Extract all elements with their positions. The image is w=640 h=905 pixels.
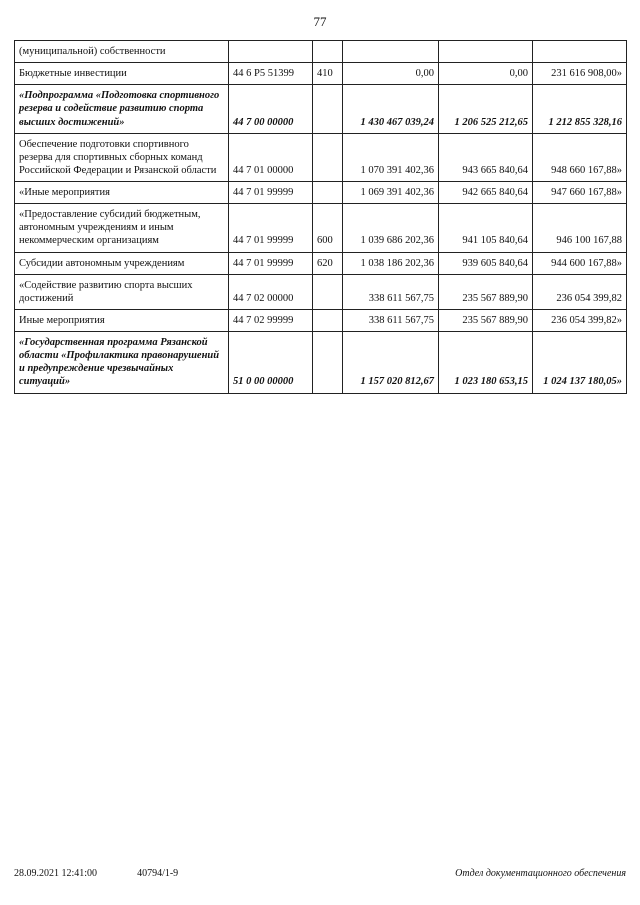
cell-name: «Государственная программа Рязанской области «Профилактика правонарушений и предупреждение чрезвычайных ситуаций» (15, 332, 229, 394)
cell-sum-2: 943 665 840,64 (439, 133, 533, 181)
footer (14, 868, 626, 879)
cell-sum-1: 1 039 686 202,36 (343, 204, 439, 252)
cell-code: 44 7 02 00000 (229, 274, 313, 309)
page-number: 77 (313, 14, 327, 29)
cell-sum-2: 0,00 (439, 63, 533, 85)
budget-table (14, 40, 627, 394)
table-row (15, 133, 627, 181)
table-row (15, 252, 627, 274)
cell-type (313, 309, 343, 331)
cell-sum-1 (343, 41, 439, 63)
cell-sum-1: 1 069 391 402,36 (343, 182, 439, 204)
cell-code: 44 6 P5 51399 (229, 63, 313, 85)
table-row (15, 204, 627, 252)
cell-sum-2: 235 567 889,90 (439, 274, 533, 309)
cell-code (229, 41, 313, 63)
cell-name: Обеспечение подготовки спортивного резерва для спортивных сборных команд Российской Федерации и Рязанской области (15, 133, 229, 181)
cell-sum-2: 941 105 840,64 (439, 204, 533, 252)
cell-sum-2: 939 605 840,64 (439, 252, 533, 274)
cell-type (313, 182, 343, 204)
cell-sum-3: 236 054 399,82 (533, 274, 627, 309)
cell-sum-1: 1 157 020 812,67 (343, 332, 439, 394)
cell-sum-3: 947 660 167,88» (533, 182, 627, 204)
cell-sum-3: 946 100 167,88 (533, 204, 627, 252)
cell-name: Бюджетные инвестиции (15, 63, 229, 85)
cell-type: 410 (313, 63, 343, 85)
cell-sum-1: 1 038 186 202,36 (343, 252, 439, 274)
cell-sum-3: 1 212 855 328,16 (533, 85, 627, 133)
cell-sum-1: 338 611 567,75 (343, 309, 439, 331)
footer-doc-code: 40794/1-9 (137, 868, 179, 879)
cell-code: 44 7 02 99999 (229, 309, 313, 331)
cell-type (313, 85, 343, 133)
cell-sum-2 (439, 41, 533, 63)
cell-name: «Иные мероприятия (15, 182, 229, 204)
table-row (15, 182, 627, 204)
cell-name: «Содействие развитию спорта высших достижений (15, 274, 229, 309)
cell-sum-1: 1 430 467 039,24 (343, 85, 439, 133)
cell-code: 44 7 00 00000 (229, 85, 313, 133)
cell-name: Субсидии автономным учреждениям (15, 252, 229, 274)
cell-sum-1: 1 070 391 402,36 (343, 133, 439, 181)
cell-code: 44 7 01 99999 (229, 252, 313, 274)
cell-sum-3: 231 616 908,00» (533, 63, 627, 85)
cell-type (313, 274, 343, 309)
footer-timestamp: 28.09.2021 12:41:00 (14, 868, 98, 879)
cell-type: 620 (313, 252, 343, 274)
cell-name: Иные мероприятия (15, 309, 229, 331)
cell-sum-3: 948 660 167,88» (533, 133, 627, 181)
cell-sum-1: 338 611 567,75 (343, 274, 439, 309)
cell-sum-2: 1 023 180 653,15 (439, 332, 533, 394)
table-row (15, 332, 627, 394)
cell-sum-3: 944 600 167,88» (533, 252, 627, 274)
cell-code: 44 7 01 99999 (229, 182, 313, 204)
cell-code: 51 0 00 00000 (229, 332, 313, 394)
cell-sum-1: 0,00 (343, 63, 439, 85)
cell-name: (муниципальной) собственности (15, 41, 229, 63)
cell-type (313, 133, 343, 181)
table-row (15, 63, 627, 85)
cell-sum-3: 1 024 137 180,05» (533, 332, 627, 394)
cell-sum-2: 1 206 525 212,65 (439, 85, 533, 133)
cell-name: «Подпрограмма «Подготовка спортивного резерва и содействие развитию спорта высших достижений» (15, 85, 229, 133)
cell-type (313, 332, 343, 394)
cell-code: 44 7 01 00000 (229, 133, 313, 181)
table-row (15, 309, 627, 331)
cell-sum-3 (533, 41, 627, 63)
table-row (15, 274, 627, 309)
cell-name: «Предоставление субсидий бюджетным, автономным учреждениям и иным некоммерческим организациям (15, 204, 229, 252)
cell-sum-3: 236 054 399,82» (533, 309, 627, 331)
cell-type (313, 41, 343, 63)
table-row (15, 41, 627, 63)
cell-sum-2: 942 665 840,64 (439, 182, 533, 204)
cell-code: 44 7 01 99999 (229, 204, 313, 252)
cell-sum-2: 235 567 889,90 (439, 309, 533, 331)
footer-stamp: Отдел документационного обеспечения (455, 868, 626, 879)
cell-type: 600 (313, 204, 343, 252)
table-row (15, 85, 627, 133)
